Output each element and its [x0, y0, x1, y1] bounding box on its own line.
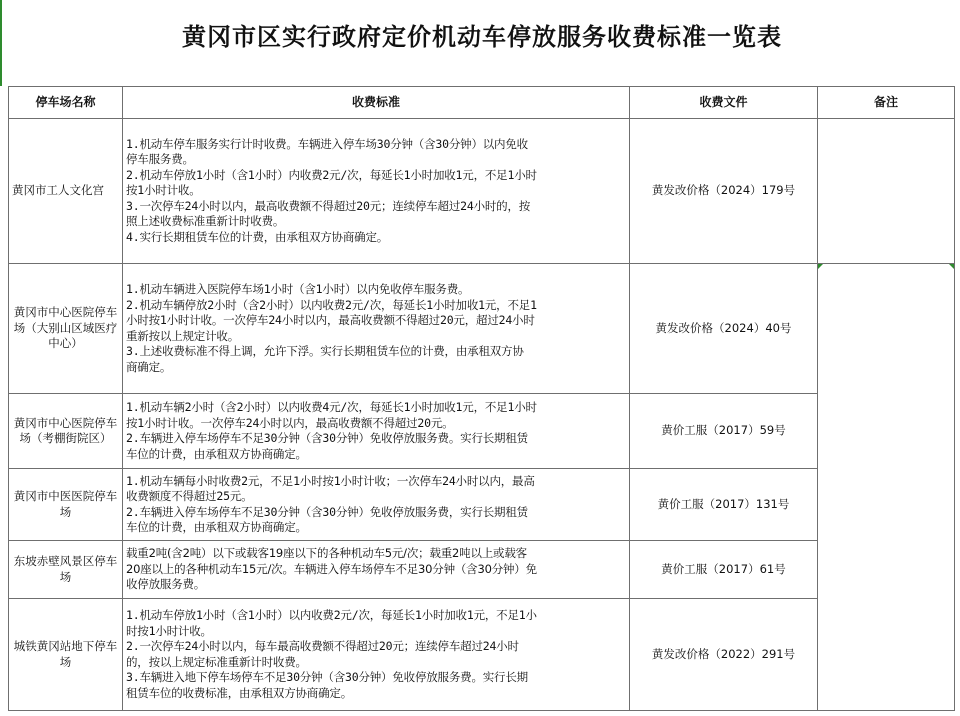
table-row — [9, 264, 955, 394]
fee-standard-line: 2.一次停车24小时以内，每车最高收费额不得超过20元；连续停车超过24小时 — [126, 639, 519, 653]
fee-standard-line: 小时按1小时计收。一次停车24小时以内，最高收费额不得超过20元，超过24小时 — [126, 313, 535, 327]
fee-standard-line: 照上述收费标准重新计时收费。 — [126, 214, 285, 229]
comment-marker — [818, 264, 823, 269]
title-row — [0, 0, 960, 86]
fee-standard-line: 租赁车位的收费标准，由承租双方协商确定。 — [126, 685, 352, 700]
remark-cell-merged — [818, 264, 955, 711]
fee-standard-line: 3.上述收费标准不得上调，允许下浮。实行长期租赁车位的计费，由承租双方协 — [126, 344, 524, 358]
header-name: 停车场名称 — [9, 87, 123, 119]
fee-document: 黄价工服（2017）59号 — [630, 394, 818, 469]
fee-standard-line: 1.机动车停放1小时（含1小时）以内收费2元/次，每延长1小时加收1元，不足1小 — [126, 608, 537, 622]
fee-standard — [123, 599, 630, 711]
fee-standard — [123, 394, 630, 469]
table-row — [9, 119, 955, 264]
fee-standard-line: 20座以上的各种机动车15元/次。车辆进入停车场停车不足30分钟（含30分钟）免 — [126, 561, 537, 576]
fee-standard-line: 1.机动车辆2小时（含2小时）以内收费4元/次，每延长1小时加收1元，不足1小时 — [126, 400, 537, 414]
parking-lot-name: 黄冈市中心医院停车场（大别山区域医疗中心） — [9, 264, 123, 394]
fee-standard-line: 2.车辆进入停车场停车不足30分钟（含30分钟）免收停放服务费，实行长期租赁 — [126, 504, 528, 519]
fee-standard-line: 收停放服务费。 — [126, 577, 206, 592]
fee-standard — [123, 264, 630, 394]
fee-standard-line: 1.机动车辆进入医院停车场1小时（含1小时）以内免收停车服务费。 — [126, 282, 470, 296]
parking-lot-name: 黄冈市中心医院停车场（考棚街院区） — [9, 394, 123, 469]
fee-document: 黄发改价格（2024）179号 — [630, 119, 818, 264]
fee-standard-line: 停车服务费。 — [126, 152, 194, 167]
fee-standard-line: 1.机动车辆每小时收费2元，不足1小时按1小时计收；一次停车24小时以内，最高 — [126, 473, 535, 488]
parking-lot-name: 东坡赤壁风景区停车场 — [9, 541, 123, 599]
fee-standard-line: 商确定。 — [126, 359, 172, 374]
fee-standard-line: 时按1小时计收。 — [126, 623, 212, 638]
fee-standard-line: 4.实行长期租赁车位的计费，由承租双方协商确定。 — [126, 229, 389, 244]
parking-lot-name: 城铁黄冈站地下停车场 — [9, 599, 123, 711]
fee-standard-line: 按1小时计收。一次停车24小时以内，最高收费额不得超过20元。 — [126, 415, 454, 430]
fee-standard-line: 3.车辆进入地下停车场停车不足30分钟（含30分钟）免收停放服务费。实行长期 — [126, 670, 528, 684]
fee-standard-line: 按1小时计收。 — [126, 183, 201, 198]
remark-cell — [818, 119, 955, 264]
fee-document: 黄发改价格（2022）291号 — [630, 599, 818, 711]
fee-standard — [123, 469, 630, 541]
fee-document: 黄价工服（2017）131号 — [630, 469, 818, 541]
header-standard: 收费标准 — [123, 87, 630, 119]
parking-lot-name: 黄冈市中医医院停车场 — [9, 469, 123, 541]
fee-standard-line: 3.一次停车24小时以内，最高收费额不得超过20元；连续停车超过24小时的，按 — [126, 198, 531, 213]
fee-standard — [123, 541, 630, 599]
fee-standard-line: 2.机动车辆停放2小时（含2小时）以内收费2元/次，每延长1小时加收1元，不足1 — [126, 297, 537, 312]
fee-standard-line: 2.机动车停放1小时（含1小时）内收费2元/次，每延长1小时加收1元，不足1小时 — [126, 167, 537, 182]
fee-standard — [123, 119, 630, 264]
fee-document: 黄发改价格（2024）40号 — [630, 264, 818, 394]
fee-standard-line: 1.机动车停车服务实行计时收费。车辆进入停车场30分钟（含30分钟）以内免收 — [126, 136, 528, 151]
fee-standard-line: 车位的计费，由承租双方协商确定。 — [126, 520, 307, 534]
fee-standard-line: 收费额度不得超过25元。 — [126, 489, 253, 503]
header-row — [9, 87, 955, 119]
table-row — [9, 394, 955, 469]
fee-standard-line: 载重2吨(含2吨）以下或载客19座以下的各种机动车5元/次；载重2吨以上或载客 — [126, 546, 527, 561]
fee-standard-line: 车位的计费，由承租双方协商确定。 — [126, 446, 307, 461]
fee-standard-line: 重新按以上规定计收。 — [126, 328, 239, 343]
fee-standard-line: 的，按以上规定标准重新计时收费。 — [126, 654, 307, 669]
fee-table — [8, 86, 955, 711]
table-row — [9, 469, 955, 541]
table-row — [9, 599, 955, 711]
fee-standard-line: 2.车辆进入停车场停车不足30分钟（含30分钟）免收停放服务费。实行长期租赁 — [126, 431, 528, 445]
header-document: 收费文件 — [630, 87, 818, 119]
table-row — [9, 541, 955, 599]
comment-marker — [949, 264, 954, 269]
header-remark: 备注 — [818, 87, 955, 119]
page-title: 黄冈市区实行政府定价机动车停放服务收费标准一览表 — [182, 22, 782, 51]
parking-lot-name: 黄冈市工人文化宫 — [9, 119, 123, 264]
fee-document: 黄价工服（2017）61号 — [630, 541, 818, 599]
